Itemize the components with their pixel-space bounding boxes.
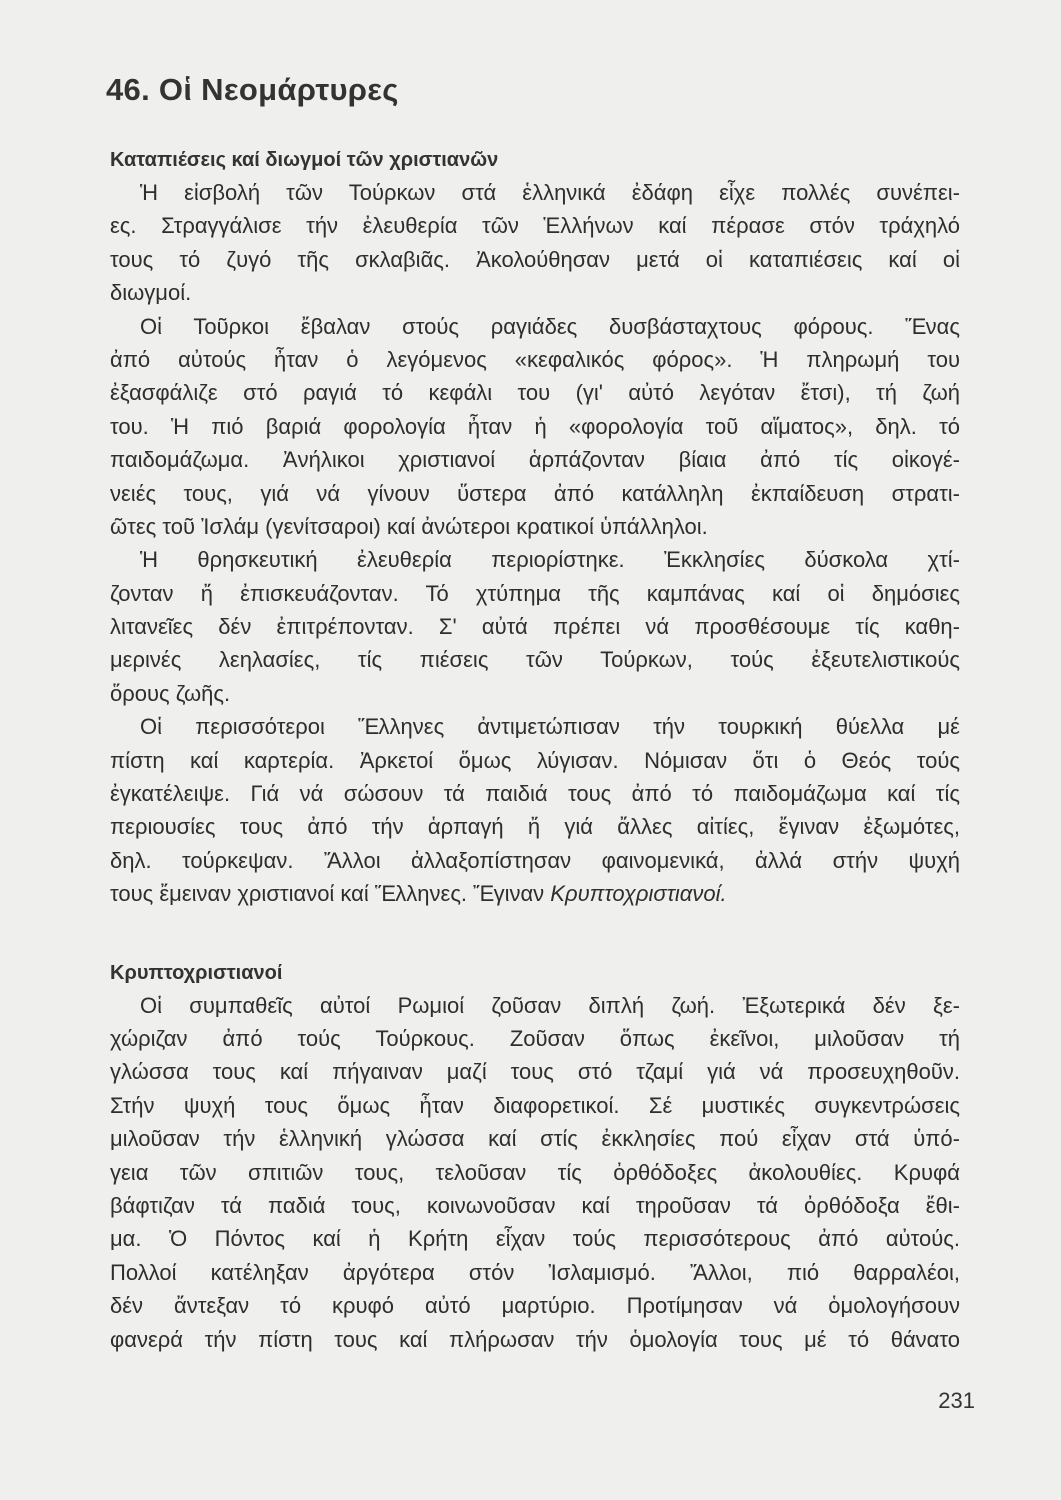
text-line: ες. Στραγγάλισε τήν ἐλευθερία τῶν Ἑλλήνων καί πέρασε στόν τράχηλό [110, 213, 960, 239]
text-line: Πολλοί κατέληξαν ἀργότερα στόν Ἰσλαμισμό. Ἄλλοι, πιό θαρραλέοι, [110, 1259, 960, 1285]
section-heading: Κρυπτοχριστιανοί [110, 961, 283, 984]
text-line: ἐγκατέλειψε. Γιά νά σώσουν τά παιδιά τους ἀπό τό παιδομάζωμα καί τίς [110, 781, 960, 807]
text-line: πίστη καί καρτερία. Ἀρκετοί ὅμως λύγισαν. Νόμισαν ὅτι ὁ Θεός τούς [110, 747, 960, 773]
text-line [110, 877, 960, 910]
book-page [106, 0, 960, 1356]
paragraph [110, 710, 960, 910]
page-number: 231 [938, 1388, 975, 1413]
text-line: βάφτιζαν τά παδιά τους, κοινωνοῦσαν καί τηροῦσαν τά ὀρθόδοξα ἔθι- [110, 1192, 960, 1218]
text-line: Οἱ Τοῦρκοι ἔβαλαν στούς ραγιάδες δυσβάσταχτους φόρους. Ἕνας [140, 313, 960, 339]
text-segment: τους ἔμειναν χριστιανοί καί Ἕλληνες. Ἔγιναν [110, 881, 551, 907]
text-line: Στήν ψυχή τους ὅμως ἦταν διαφορετικοί. Σέ μυστικές συγκεντρώσεις [110, 1092, 960, 1118]
section [110, 144, 960, 911]
paragraph [110, 310, 960, 544]
paragraph [110, 176, 960, 310]
text-line: γλώσσα τους καί πήγαιναν μαζί τους στό τζαμί γιά νά προσευχηθοῦν. [110, 1059, 960, 1085]
text-line: μερινές λεηλασίες, τίς πιέσεις τῶν Τούρκων, τούς ἐξευτελιστικούς [110, 647, 960, 673]
text-line: γεια τῶν σπιτιῶν τους, τελοῦσαν τίς ὀρθόδοξες ἀκολουθίες. Κρυφά [110, 1159, 960, 1185]
text-line: ζονταν ἤ ἐπισκευάζονταν. Τό χτύπημα τῆς καμπάνας καί οἱ δημόσιες [110, 580, 960, 606]
text-line: μα. Ὁ Πόντος καί ἡ Κρήτη εἶχαν τούς περισσότερους ἀπό αὐτούς. [110, 1226, 960, 1252]
text-line: νειές τους, γιά νά γίνουν ὕστερα ἀπό κατάλληλη ἐκπαίδευση στρατι- [110, 480, 960, 506]
section [110, 957, 960, 1356]
text-line: Οἱ περισσότεροι Ἕλληνες ἀντιμετώπισαν τήν τουρκική θύελλα μέ [140, 714, 960, 740]
section-heading: Καταπιέσεις καί διωγμοί τῶν χριστιανῶν [110, 149, 499, 171]
paragraph [110, 543, 960, 710]
text-line: λιτανεῖες δέν ἐπιτρέπονταν. Σ' αὐτά πρέπει νά προσθέσουμε τίς καθη- [110, 614, 960, 640]
text-line: μιλοῦσαν τήν ἑλληνική γλώσσα καί στίς ἐκκλησίες πού εἶχαν στά ὑπό- [110, 1126, 960, 1152]
text-line: διωγμοί. [110, 280, 192, 306]
text-line: ἐξασφάλιζε στό ραγιά τό κεφάλι του (γι' αὐτό λεγόταν ἔτσι), τή ζωή [110, 380, 960, 406]
text-line: ὅρους ζωῆς. [110, 680, 231, 706]
text-line: δέν ἄντεξαν τό κρυφό αὐτό μαρτύριο. Προτίμησαν νά ὁμολογήσουν [110, 1293, 960, 1319]
text-line: φανερά τήν πίστη τους καί πλήρωσαν τήν ὁμολογία τους μέ τό θάνατο [110, 1326, 960, 1352]
text-line: ἀπό αὐτούς ἦταν ὁ λεγόμενος «κεφαλικός φόρος». Ἡ πληρωμή του [110, 346, 960, 372]
text-line: περιουσίες τους ἀπό τήν ἁρπαγή ἤ γιά ἄλλες αἰτίες, ἔγιναν ἐξωμότες, [110, 814, 960, 840]
text-line: Ἡ εἰσβολή τῶν Τούρκων στά ἑλληνικά ἐδάφη εἶχε πολλές συνέπει- [140, 180, 960, 205]
text-line: δηλ. τούρκεψαν. Ἄλλοι ἀλλαξοπίστησαν φαινομενικά, ἀλλά στήν ψυχή [110, 847, 960, 873]
chapter-title: 46. Οἱ Νεομάρτυρες [106, 72, 399, 107]
text-line: τους τό ζυγό τῆς σκλαβιᾶς. Ἀκολούθησαν μετά οἱ καταπιέσεις καί οἱ [110, 246, 960, 272]
italic-term: Κρυπτοχριστιανοί. [550, 881, 727, 907]
text-line: του. Ἡ πιό βαριά φορολογία ἦταν ἡ «φορολογία τοῦ αἵματος», δηλ. τό [110, 413, 960, 439]
text-line: Ἡ θρησκευτική ἐλευθερία περιορίστηκε. Ἐκκλησίες δύσκολα χτί- [140, 547, 960, 573]
text-line: Οἱ συμπαθεῖς αὐτοί Ρωμιοί ζοῦσαν διπλή ζωή. Ἐξωτερικά δέν ξε- [140, 992, 960, 1018]
text-line: παιδομάζωμα. Ἀνήλικοι χριστιανοί ἁρπάζονταν βίαια ἀπό τίς οἰκογέ- [110, 447, 960, 473]
text-line: χώριζαν ἀπό τούς Τούρκους. Ζοῦσαν ὅπως ἐκεῖνοι, μιλοῦσαν τή [110, 1025, 960, 1051]
paragraph [110, 989, 960, 1356]
text-line: ῶτες τοῦ Ἰσλάμ (γενίτσαροι) καί ἀνώτεροι κρατικοί ὑπάλληλοι. [110, 513, 708, 539]
